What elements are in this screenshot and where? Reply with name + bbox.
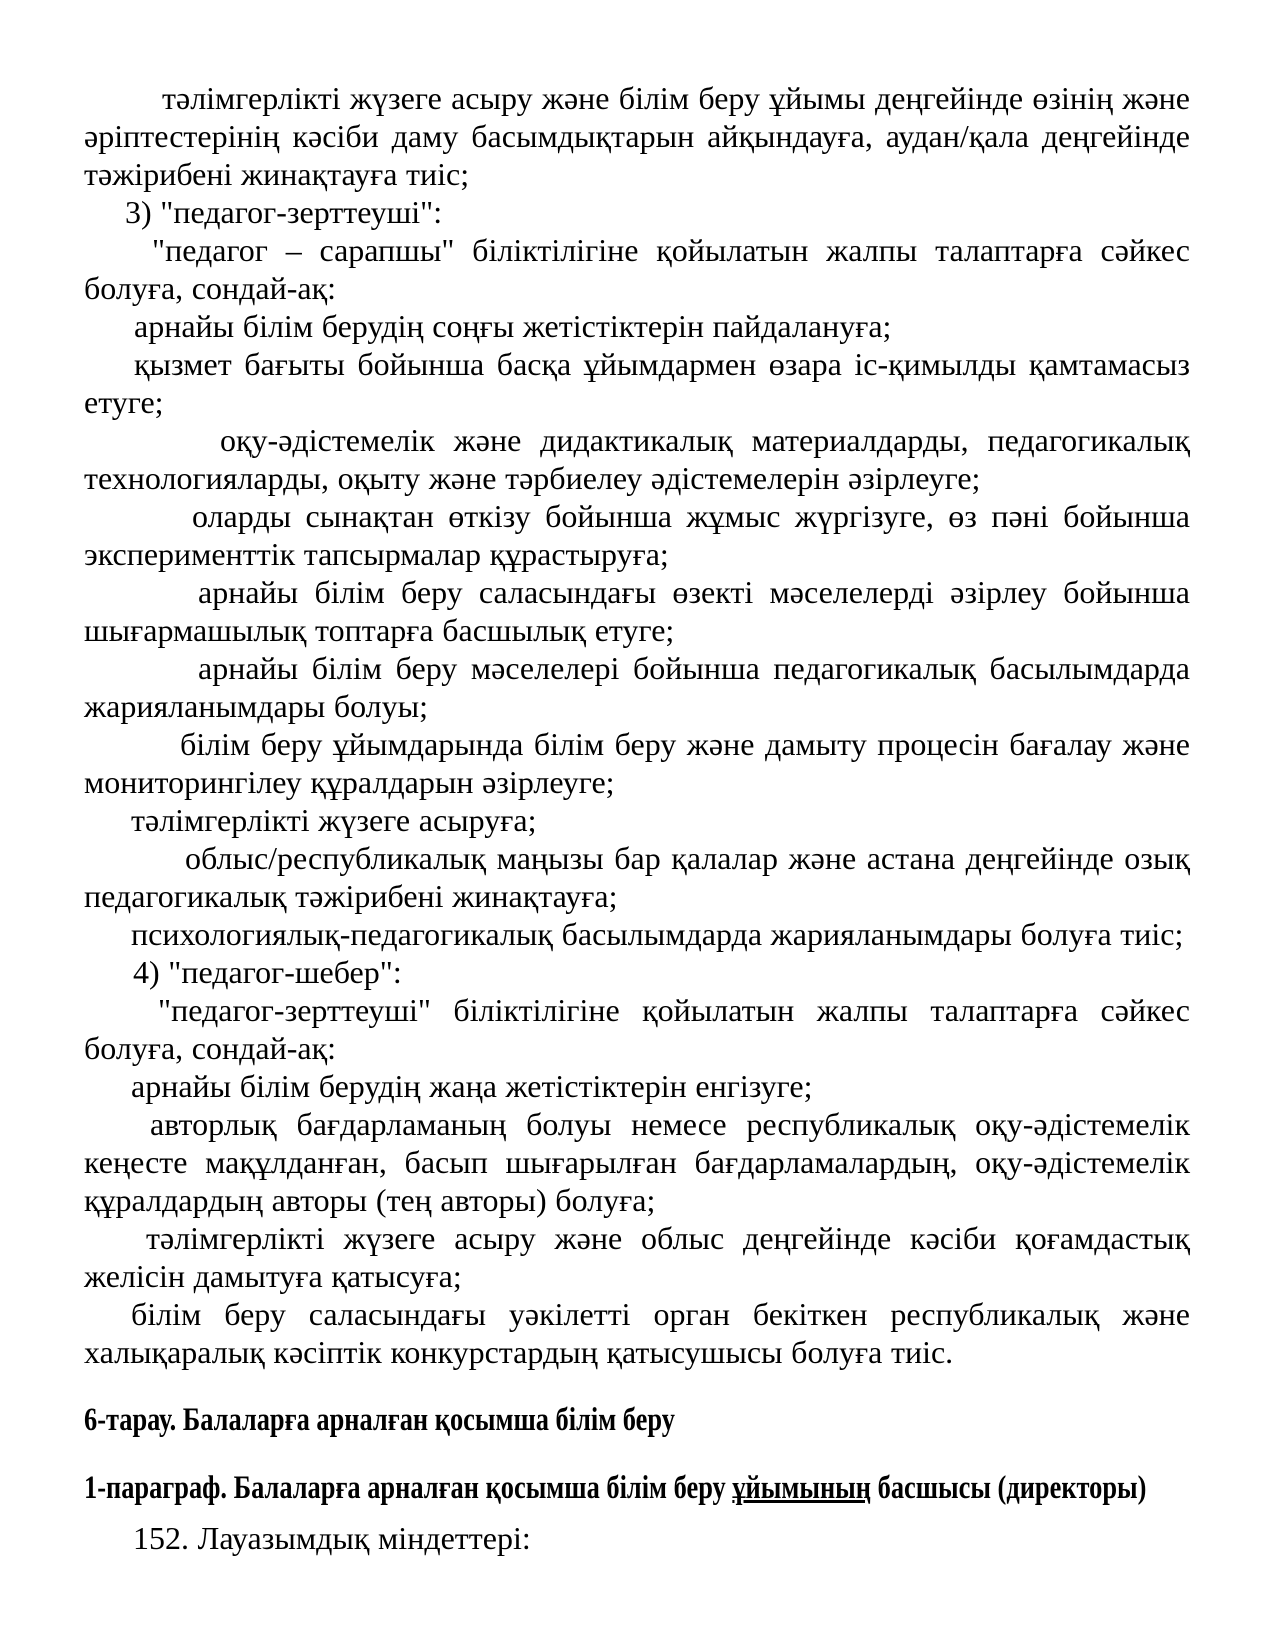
paragraph: "педагог-зерттеуші" біліктілігіне қойылатын жалпы талаптарға сәйкес болуға, сондай-ақ: — [84, 992, 1190, 1066]
paragraph: облыс/республикалық маңызы бар қалалар және астана деңгейінде озық педагогикалық тәжірибені жинақтауға; — [84, 840, 1190, 914]
section-heading-after: басшысы (директоры) — [871, 1470, 1147, 1506]
paragraph: арнайы білім беру саласындағы өзекті мәселелерді әзірлеу бойынша шығармашылық топтарға басшылық етуге; — [84, 574, 1190, 648]
paragraph: білім беру ұйымдарында білім беру және дамыту процесін бағалау және мониторингілеу құралдарын әзірлеуге; — [84, 726, 1190, 800]
section-heading-before: 1-параграф. Балаларға арналған қосымша білім беру — [84, 1470, 733, 1506]
paragraph: оларды сынақтан өткізу бойынша жұмыс жүргізуге, өз пәні бойынша эксперименттік тапсырмалар құрастыруға; — [84, 498, 1190, 572]
paragraph: "педагог – сарапшы" біліктілігіне қойылатын жалпы талаптарға сәйкес болуға, сондай-ақ: — [84, 232, 1190, 306]
section-heading — [84, 1469, 1190, 1507]
paragraph: білім беру саласындағы уәкілетті орган бекіткен республикалық және халықаралық кәсіптік конкурстардың қатысушысы болуға тиіс. — [84, 1296, 1190, 1370]
section-heading-text — [84, 1469, 1146, 1507]
paragraph: психологиялық-педагогикалық басылымдарда жарияланымдары болуға тиіс; — [131, 916, 1184, 952]
chapter-heading-text: 6-тарау. Балаларға арналған қосымша білім беру — [84, 1402, 675, 1438]
paragraph: тәлімгерлікті жүзеге асыру және білім беру ұйымы деңгейінде өзінің және әріптестерінің кәсіби даму басымдықтарын айқындауға, аудан/қала деңгейінде тәжірибені жинақтауға тиіс; — [84, 80, 1190, 192]
chapter-heading — [84, 1401, 1190, 1439]
section-heading-underlined-word: ұйымының — [732, 1470, 872, 1506]
paragraph: арнайы білім беру мәселелері бойынша педагогикалық басылымдарда жарияланымдары болуы; — [84, 650, 1190, 724]
clause-152: 152. Лауазымдық міндеттері: — [133, 1520, 531, 1556]
paragraph: авторлық бағдарламаның болуы немесе республикалық оқу-әдістемелік кеңесте мақұлданған, басып шығарылған бағдарламалардың, оқу-әдістемелік құралдардың авторы (тең авторы) болуға; — [84, 1106, 1190, 1218]
paragraph-list-item-3: 3) "педагог-зерттеуші": — [125, 194, 443, 230]
paragraph: қызмет бағыты бойынша басқа ұйымдармен өзара іс-қимылды қамтамасыз етуге; — [84, 346, 1190, 420]
paragraph: тәлімгерлікті жүзеге асыруға; — [131, 802, 537, 838]
paragraph: арнайы білім берудің жаңа жетістіктерін енгізуге; — [131, 1068, 813, 1104]
paragraph: арнайы білім берудің соңғы жетістіктерін пайдалануға; — [134, 308, 892, 344]
paragraph: тәлімгерлікті жүзеге асыру және облыс деңгейінде кәсіби қоғамдастық желісін дамытуға қатысуға; — [84, 1220, 1190, 1294]
paragraph: оқу-әдістемелік және дидактикалық материалдарды, педагогикалық технологияларды, оқыту және тәрбиелеу әдістемелерін әзірлеуге; — [84, 422, 1190, 496]
paragraph-list-item-4: 4) "педагог-шебер": — [133, 954, 402, 990]
